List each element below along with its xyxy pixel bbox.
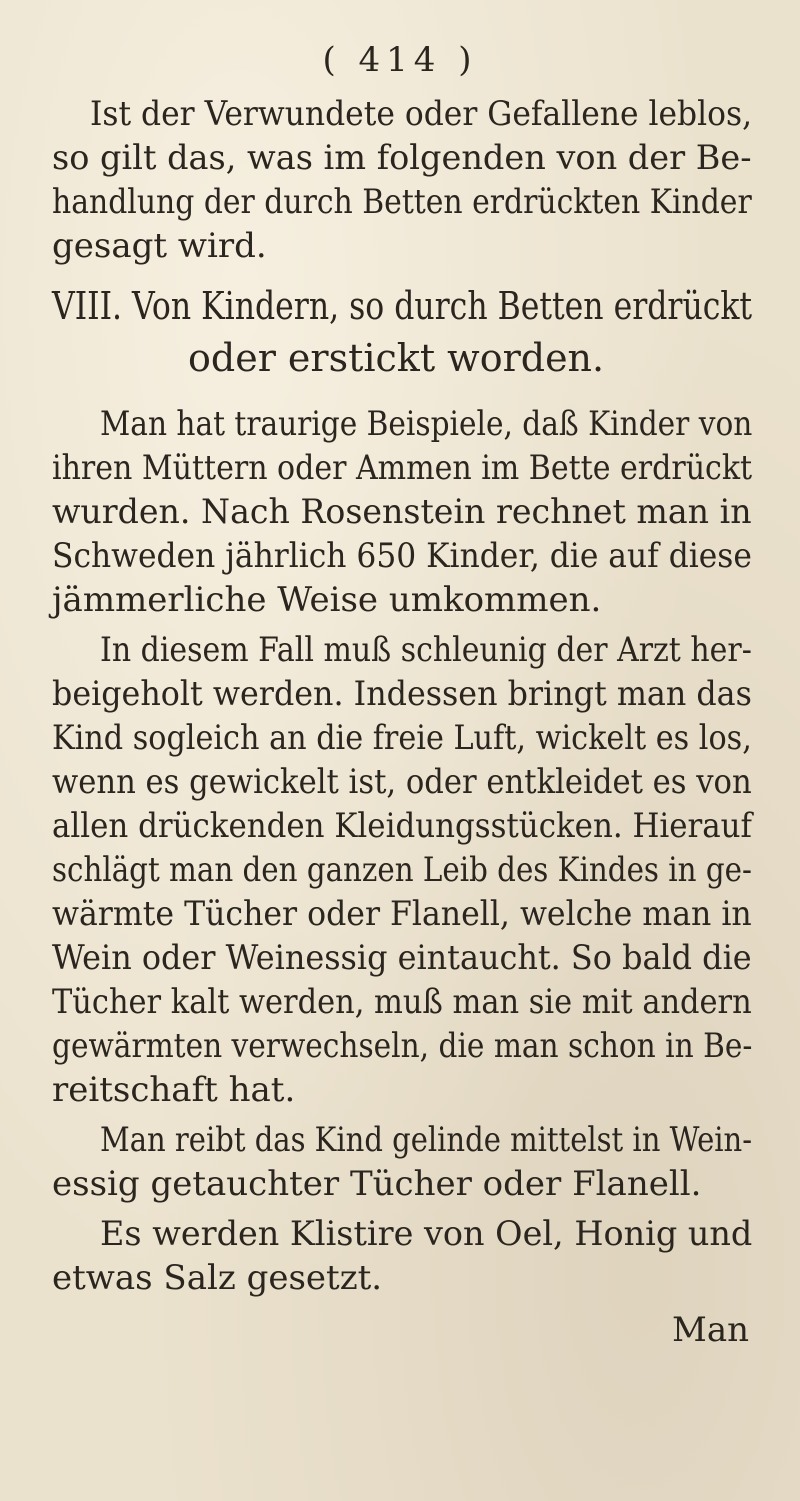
text-line: Tücher kalt werden, muß man sie mit andern	[52, 982, 752, 1022]
text-line: Wein oder Weinessig eintaucht. So bald die	[52, 938, 752, 978]
text-line: wärmte Tücher oder Flanell, welche man in	[52, 894, 752, 934]
catchword: Man	[672, 1310, 749, 1350]
text-line: beigeholt werden. Indessen bringt man das	[52, 674, 752, 714]
text-line: schlägt man den ganzen Leib des Kindes in ge-	[52, 850, 752, 890]
text-line: In diesem Fall muß schleunig der Arzt her-	[100, 630, 752, 670]
text-line: wenn es gewickelt ist, oder entkleidet es von	[52, 762, 752, 802]
page-number: ( 414 )	[322, 40, 478, 80]
text-line: Kind sogleich an die freie Luft, wickelt es los,	[52, 718, 752, 758]
text-line: Man reibt das Kind gelinde mittelst in Wein-	[100, 1120, 753, 1160]
section-heading: oder erstickt worden.	[188, 336, 605, 380]
text-line: essig getauchter Tücher oder Flanell.	[52, 1164, 702, 1204]
section-heading: VIII. Von Kindern, so durch Betten erdrückt	[52, 284, 753, 328]
text-line: gewärmten verwechseln, die man schon in Be-	[52, 1026, 753, 1066]
text-line: handlung der durch Betten erdrückten Kinder	[52, 182, 752, 222]
text-line: jämmerliche Weise umkommen.	[52, 580, 602, 620]
text-line: reitschaft hat.	[52, 1070, 296, 1110]
text-line: Ist der Verwundete oder Gefallene leblos,	[90, 94, 753, 134]
text-line: Schweden jährlich 650 Kinder, die auf diese	[52, 536, 752, 576]
text-line: gesagt wird.	[52, 226, 267, 266]
text-line: wurden. Nach Rosenstein rechnet man in	[52, 492, 752, 532]
text-line: so gilt das, was im folgenden von der Be-	[52, 138, 752, 178]
text-line: Es werden Klistire von Oel, Honig und	[100, 1214, 753, 1254]
text-line: allen drückenden Kleidungsstücken. Hierauf	[52, 806, 752, 846]
text-line: Man hat traurige Beispiele, daß Kinder von	[100, 404, 753, 444]
text-line: ihren Müttern oder Ammen im Bette erdrückt	[52, 448, 753, 488]
text-line: etwas Salz gesetzt.	[52, 1258, 383, 1298]
